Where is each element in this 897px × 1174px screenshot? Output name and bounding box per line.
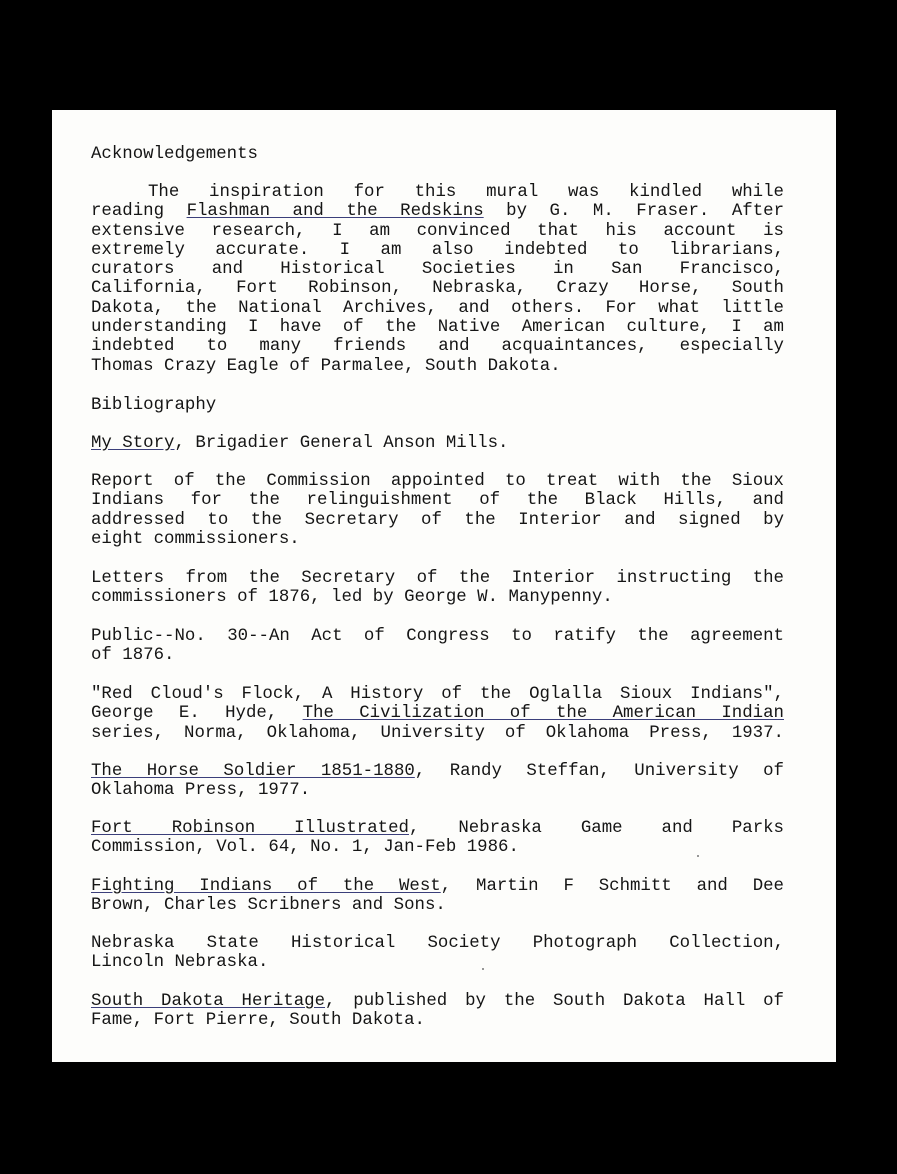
paragraph-line: California, Fort Robinson, Nebraska, Crazy Horse, South [91, 279, 784, 299]
acknowledgements-heading: Acknowledgements [91, 145, 258, 164]
bib-entry-red-cloud: "Red Cloud's Flock, A History of the Oglalla Sioux Indians", George E. Hyde, The Civilization of the American Indian series, Norma, Oklahoma, University of Oklahoma Press, 1937. [91, 685, 784, 743]
paper-speck [697, 855, 699, 857]
book-title: The Civilization of the American Indian [302, 704, 784, 724]
bib-entry-letters: Letters from the Secretary of the Interior instructing the commissioners of 1876, led by George W. Manypenny. [91, 569, 784, 608]
bib-entry-fighting-indians: Fighting Indians of the West, Martin F Schmitt and Dee Brown, Charles Scribners and Sons. [91, 877, 784, 916]
paragraph-line: curators and Historical Societies in San Francisco, [91, 260, 784, 280]
acknowledgements-paragraph [91, 183, 784, 376]
book-title: Fort Robinson Illustrated [91, 819, 409, 838]
paragraph-line: Thomas Crazy Eagle of Parmalee, South Dakota. [91, 356, 561, 376]
paragraph-line: indebted to many friends and acquaintances, especially [91, 337, 784, 357]
document-page [52, 110, 836, 1062]
paragraph-line: reading Flashman and the Redskins by G. M. Fraser. After [91, 202, 784, 222]
paragraph-line: The inspiration for this mural was kindled while [148, 183, 784, 202]
bib-entry-fort-robinson: Fort Robinson Illustrated, Nebraska Game and Parks Commission, Vol. 64, No. 1, Jan-Feb 1986. [91, 819, 784, 858]
bib-entry-sd-heritage: South Dakota Heritage, published by the South Dakota Hall of Fame, Fort Pierre, South Dakota. [91, 992, 784, 1031]
paragraph-line: Dakota, the National Archives, and others. For what little [91, 298, 784, 318]
paragraph-line: extremely accurate. I am also indebted to librarians, [91, 240, 784, 260]
bib-entry-commission-report: Report of the Commission appointed to treat with the Sioux Indians for the relinguishment of the Black Hills, and addressed to the Secretary of the Interior and signed by eight commissioners. [91, 472, 784, 549]
bib-entry-public-act: Public--No. 30--An Act of Congress to ratify the agreement of 1876. [91, 627, 784, 666]
bibliography-heading: Bibliography [91, 396, 217, 415]
bib-entry-horse-soldier: The Horse Soldier 1851-1880, Randy Steffan, University of Oklahoma Press, 1977. [91, 762, 784, 801]
paper-speck [482, 968, 484, 970]
paragraph-line: understanding I have of the Native American culture, I am [91, 318, 784, 338]
bib-entry-my-story: My Story, Brigadier General Anson Mills. [91, 434, 509, 453]
book-title-flashman: Flashman and the Redskins [186, 202, 484, 222]
bib-entry-photo-collection: Nebraska State Historical Society Photograph Collection, Lincoln Nebraska. [91, 934, 784, 973]
book-title: Fighting Indians of the West [91, 877, 441, 896]
book-title: South Dakota Heritage [91, 992, 326, 1011]
book-title: The Horse Soldier 1851-1880 [91, 762, 415, 781]
paragraph-line: extensive research, I am convinced that his account is [91, 221, 784, 241]
book-title: My Story [91, 434, 175, 453]
